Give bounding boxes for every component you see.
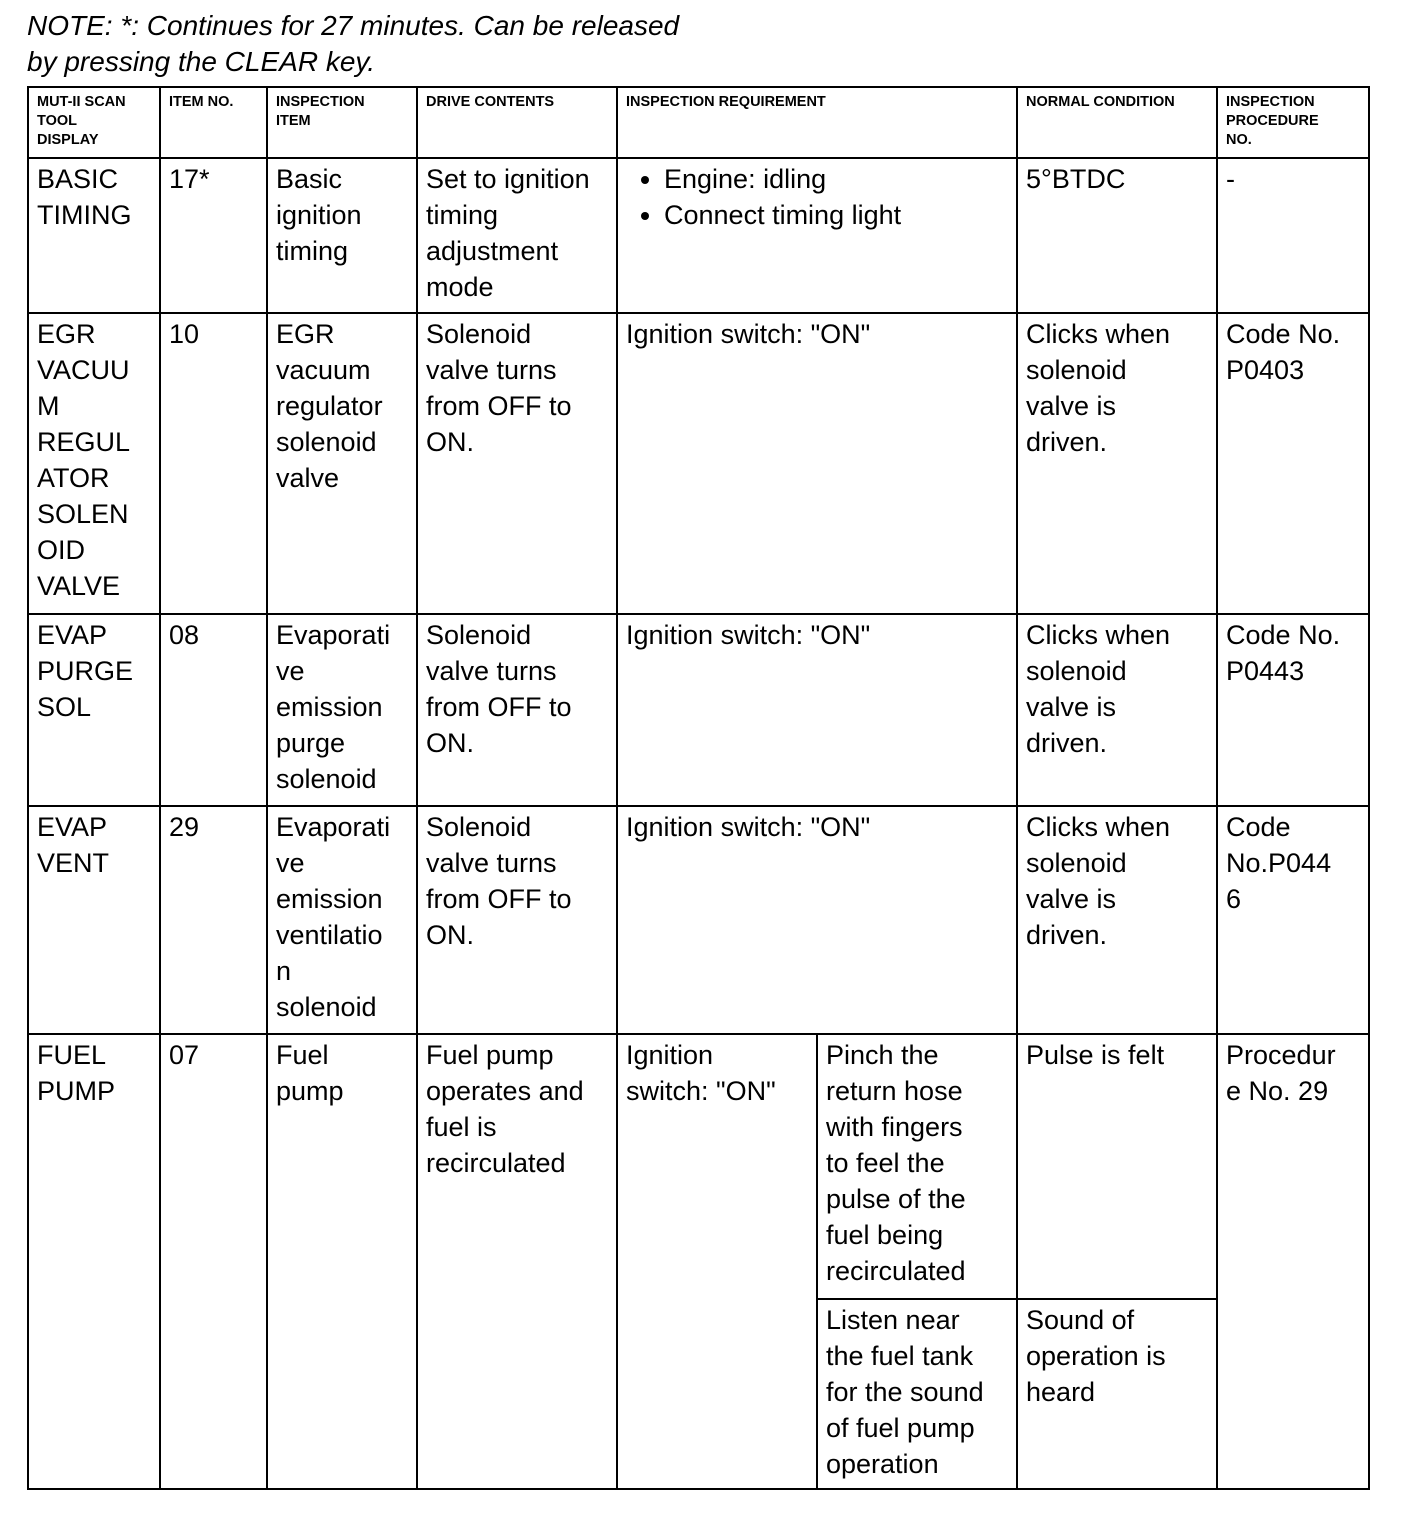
cell-item: Basic ignition timing: [267, 158, 417, 313]
table-row: [28, 614, 1369, 806]
header-drive-contents: DRIVE CONTENTS: [417, 87, 617, 158]
requirement-bullet: • Engine: idling: [664, 161, 1008, 197]
cell-display: EVAP VENT: [28, 806, 160, 1034]
cell-requirement: Ignition switch: "ON": [617, 1034, 817, 1489]
header-normal-condition: NORMAL CONDITION: [1017, 87, 1217, 158]
cell-drive: Set to ignition timing adjustment mode: [417, 158, 617, 313]
header-procedure-no: INSPECTION PROCEDURE NO.: [1217, 87, 1369, 158]
table-row: [28, 158, 1369, 313]
cell-normal: Clicks when solenoid valve is driven.: [1017, 313, 1217, 614]
table-row: [28, 313, 1369, 614]
cell-sub-requirement: Pinch the return hose with fingers to feel the pulse of the fuel being recirculated: [817, 1034, 1017, 1299]
cell-item-no: 29: [160, 806, 267, 1034]
cell-item-no: 10: [160, 313, 267, 614]
cell-display: BASIC TIMING: [28, 158, 160, 313]
cell-requirement: Ignition switch: "ON": [617, 313, 1017, 614]
cell-drive: Solenoid valve turns from OFF to ON.: [417, 614, 617, 806]
header-row: [28, 87, 1369, 158]
cell-drive: Solenoid valve turns from OFF to ON.: [417, 313, 617, 614]
cell-normal: Clicks when solenoid valve is driven.: [1017, 614, 1217, 806]
cell-normal: Clicks when solenoid valve is driven.: [1017, 806, 1217, 1034]
cell-item: Evaporati ve emission ventilatio n solenoid: [267, 806, 417, 1034]
cell-requirement: [617, 158, 1017, 313]
cell-normal: 5°BTDC: [1017, 158, 1217, 313]
cell-item-no: 08: [160, 614, 267, 806]
actuator-test-table: [27, 86, 1370, 1490]
table-row: [28, 806, 1369, 1034]
cell-display: EGR VACUU M REGUL ATOR SOLEN OID VALVE: [28, 313, 160, 614]
header-display: MUT-II SCAN TOOL DISPLAY: [28, 87, 160, 158]
cell-drive: Solenoid valve turns from OFF to ON.: [417, 806, 617, 1034]
cell-procedure: Code No.P044 6: [1217, 806, 1369, 1034]
cell-normal: Sound of operation is heard: [1017, 1299, 1217, 1489]
cell-drive: Fuel pump operates and fuel is recirculated: [417, 1034, 617, 1489]
cell-sub-requirement: Listen near the fuel tank for the sound of fuel pump operation: [817, 1299, 1017, 1489]
cell-procedure: -: [1217, 158, 1369, 313]
cell-item-no: 07: [160, 1034, 267, 1489]
cell-procedure: Procedur e No. 29: [1217, 1034, 1369, 1489]
cell-requirement: Ignition switch: "ON": [617, 806, 1017, 1034]
cell-requirement: Ignition switch: "ON": [617, 614, 1017, 806]
cell-procedure: Code No. P0443: [1217, 614, 1369, 806]
header-inspection-requirement: INSPECTION REQUIREMENT: [617, 87, 1017, 158]
cell-item-no: 17*: [160, 158, 267, 313]
requirement-bullet: • Connect timing light: [664, 197, 1008, 233]
header-item-no: ITEM NO.: [160, 87, 267, 158]
cell-display: FUEL PUMP: [28, 1034, 160, 1489]
cell-item: Evaporati ve emission purge solenoid: [267, 614, 417, 806]
header-inspection-item: INSPECTION ITEM: [267, 87, 417, 158]
table-note: NOTE: *: Continues for 27 minutes. Can be released by pressing the CLEAR key.: [27, 10, 680, 77]
cell-procedure: Code No. P0403: [1217, 313, 1369, 614]
cell-item: EGR vacuum regulator solenoid valve: [267, 313, 417, 614]
cell-display: EVAP PURGE SOL: [28, 614, 160, 806]
cell-item: Fuel pump: [267, 1034, 417, 1489]
table-row: [28, 1034, 1369, 1299]
cell-normal: Pulse is felt: [1017, 1034, 1217, 1299]
